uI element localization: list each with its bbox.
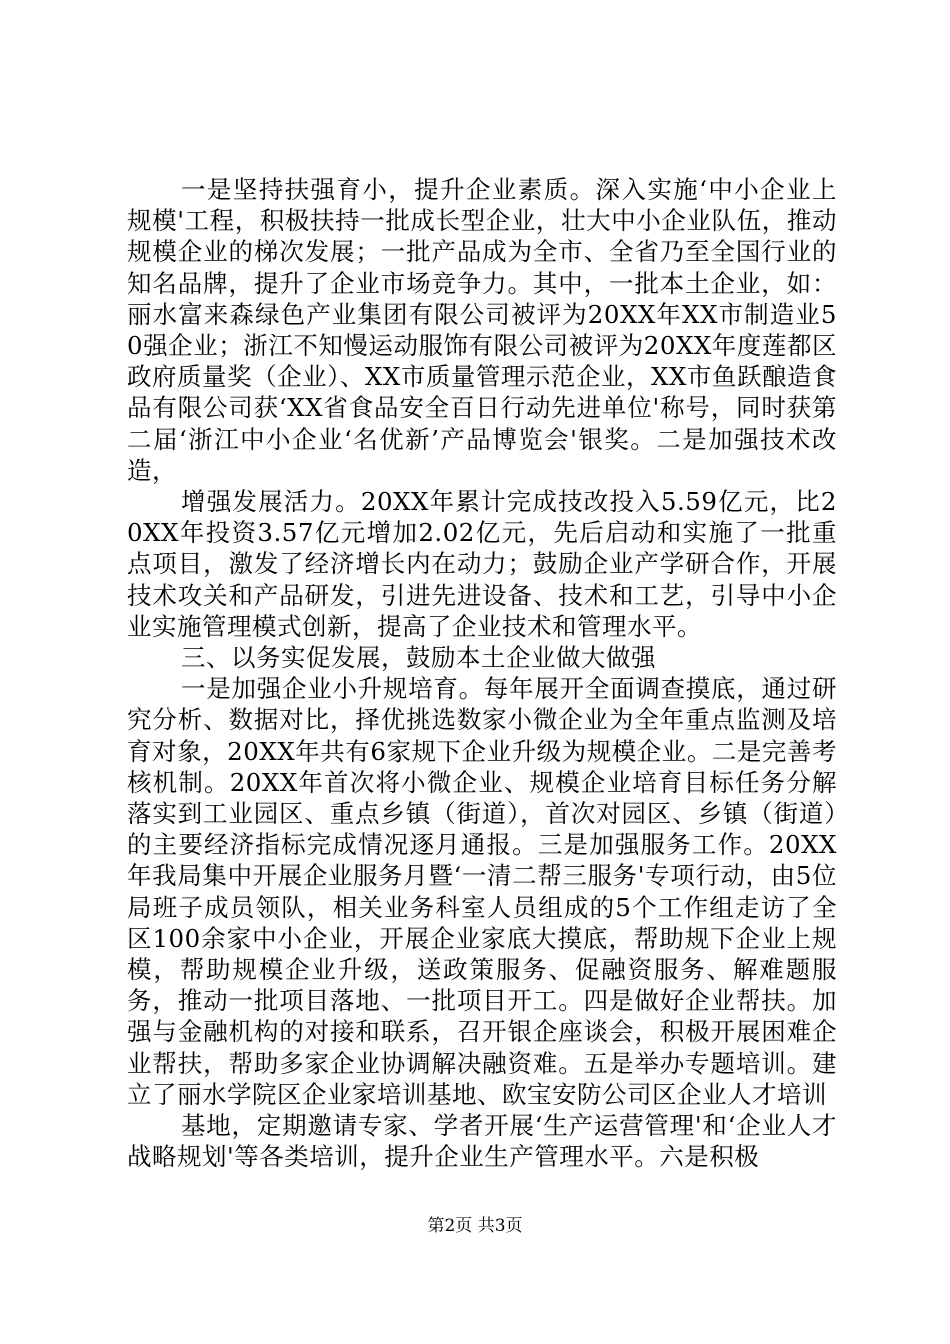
paragraph-tech-upgrade: 增强发展活力。20XX年累计完成技改投入5.59亿元，比20XX年投资3.57亿元增加2.02亿元，先后启动和实施了一批重点项目，激发了经济增长内在动力；鼓励企业产学研合作，开展技术攻关和产品研发，引进先进设备、技术和工艺，引导中小企业实施管理模式创新，提高了企业技术和管理水平。	[127, 487, 837, 641]
paragraph-cultivation: 一是加强企业小升规培育。每年展开全面调查摸底，通过研究分析、数据对比，择优挑选数家小微企业为全年重点监测及培育对象，20XX年共有6家规下企业升级为规模企业。二是完善考核机制。20XX年首次将小微企业、规模企业培育目标任务分解落实到工业园区、重点乡镇（街道），首次对园区、乡镇（街道）的主要经济指标完成情况逐月通报。三是加强服务工作。20XX年我局集中开展企业服务月暨‘一清二帮三服务'专项行动，由5位局班子成员领队，相关业务科室人员组成的5个工作组走访了全区100余家中小企业，开展企业家底大摸底，帮助规下企业上规模，帮助规模企业升级，送政策服务、促融资服务、解难题服务，推动一批项目落地、一批项目开工。四是做好企业帮扶。加强与金融机构的对接和联系，召开银企座谈会，积极开展困难企业帮扶，帮助多家企业协调解决融资难。五是举办专题培训。建立了丽水学院区企业家培训基地、欧宝安防公司区企业人才培训	[127, 674, 837, 1109]
document-body	[127, 174, 837, 1173]
paragraph-support-enterprises: 一是坚持扶强育小，提升企业素质。深入实施‘中小企业上规模'工程，积极扶持一批成长型企业，壮大中小企业队伍，推动规模企业的梯次发展；一批产品成为全市、全省乃至全国行业的知名品牌，提升了企业市场竞争力。其中，一批本土企业，如：丽水富来森绿色产业集团有限公司被评为20XX年XX市制造业50强企业；浙江不知慢运动服饰有限公司被评为20XX年度莲都区政府质量奖（企业）、XX市质量管理示范企业，XX市鱼跃酿造食品有限公司获‘XX省食品安全百日行动先进单位'称号，同时获第二届‘浙江中小企业‘名优新’产品博览会'银奖。二是加强技术改造，	[127, 175, 837, 485]
section-heading-three: 三、以务实促发展，鼓励本土企业做大做强	[181, 643, 656, 673]
paragraph-training: 基地，定期邀请专家、学者开展‘生产运营管理'和‘企业人才战略规划'等各类培训，提升企业生产管理水平。六是积极	[127, 1111, 837, 1172]
page-number-footer: 第2页 共3页	[427, 1216, 523, 1236]
